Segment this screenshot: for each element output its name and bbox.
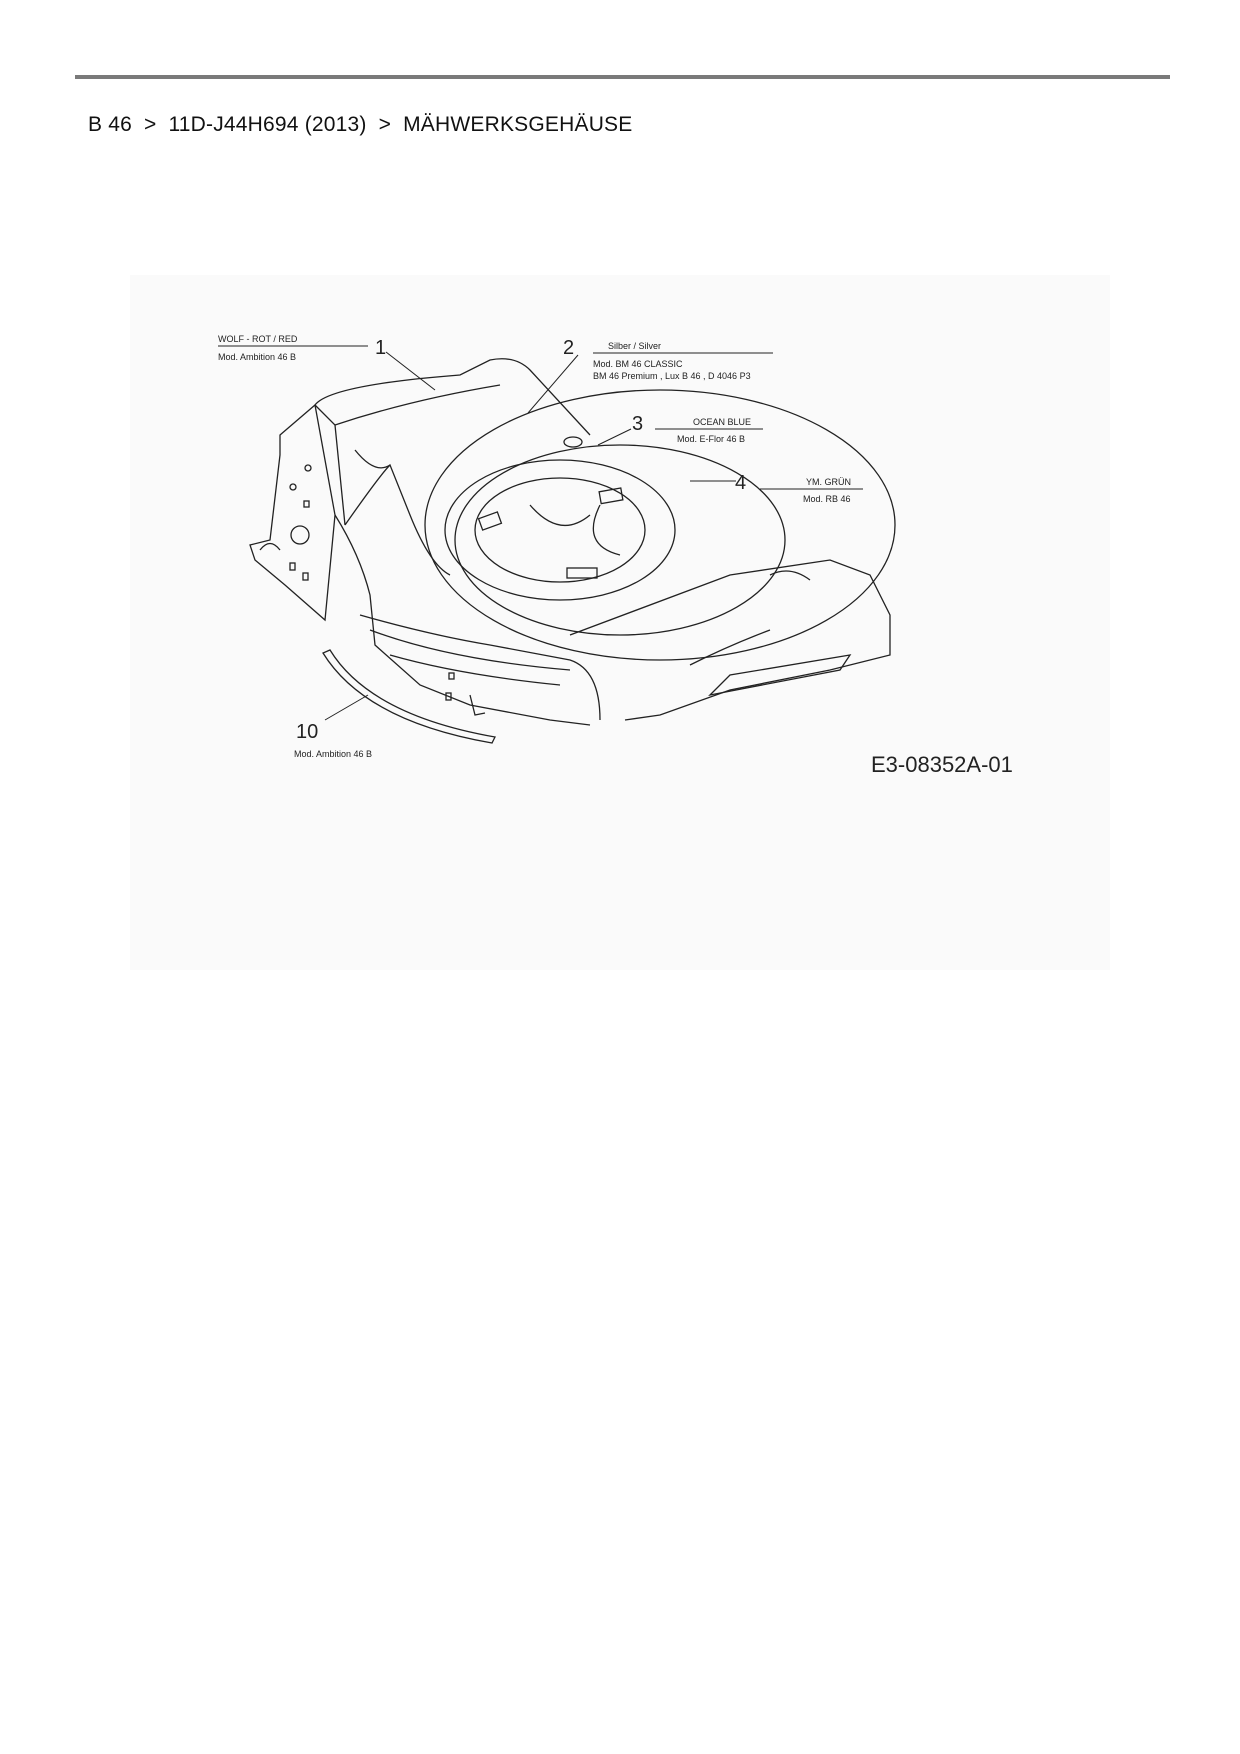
callout-1-color: WOLF - ROT / RED [218, 334, 298, 344]
callout-2-model: Mod. BM 46 CLASSIC [593, 359, 683, 369]
callout-3-number[interactable]: 3 [632, 413, 644, 435]
breadcrumb [88, 113, 632, 137]
callout-4-color: YM. GRÜN [806, 477, 851, 487]
breadcrumb-separator: > [378, 113, 392, 136]
callout-10-model: Mod. Ambition 46 B [294, 749, 373, 759]
breadcrumb-item-variant[interactable]: 11D-J44H694 (2013) [168, 113, 367, 136]
drawing-code: E3-08352A-01 [871, 752, 1013, 777]
callout-1-number[interactable]: 1 [375, 337, 387, 359]
callout-3-color: OCEAN BLUE [693, 417, 752, 427]
breadcrumb-item-model[interactable]: B 46 [88, 113, 132, 136]
callout-1-model: Mod. Ambition 46 B [218, 352, 297, 362]
mower-deck-illustration [130, 275, 1110, 970]
callout-2-model-extra: BM 46 Premium , Lux B 46 , D 4046 P3 [593, 371, 751, 381]
breadcrumb-separator: > [144, 113, 157, 136]
callout-10-number[interactable]: 10 [296, 721, 319, 743]
callout-2-number[interactable]: 2 [563, 337, 575, 359]
callout-3-model: Mod. E-Flor 46 B [677, 434, 746, 444]
top-rule [75, 75, 1170, 79]
callout-2-color: Silber / Silver [608, 341, 662, 351]
callout-4-model: Mod. RB 46 [803, 494, 851, 504]
breadcrumb-item-section: MÄHWERKSGEHÄUSE [403, 113, 633, 136]
exploded-parts-drawing [130, 275, 1110, 970]
callout-4-number[interactable]: 4 [735, 472, 747, 494]
